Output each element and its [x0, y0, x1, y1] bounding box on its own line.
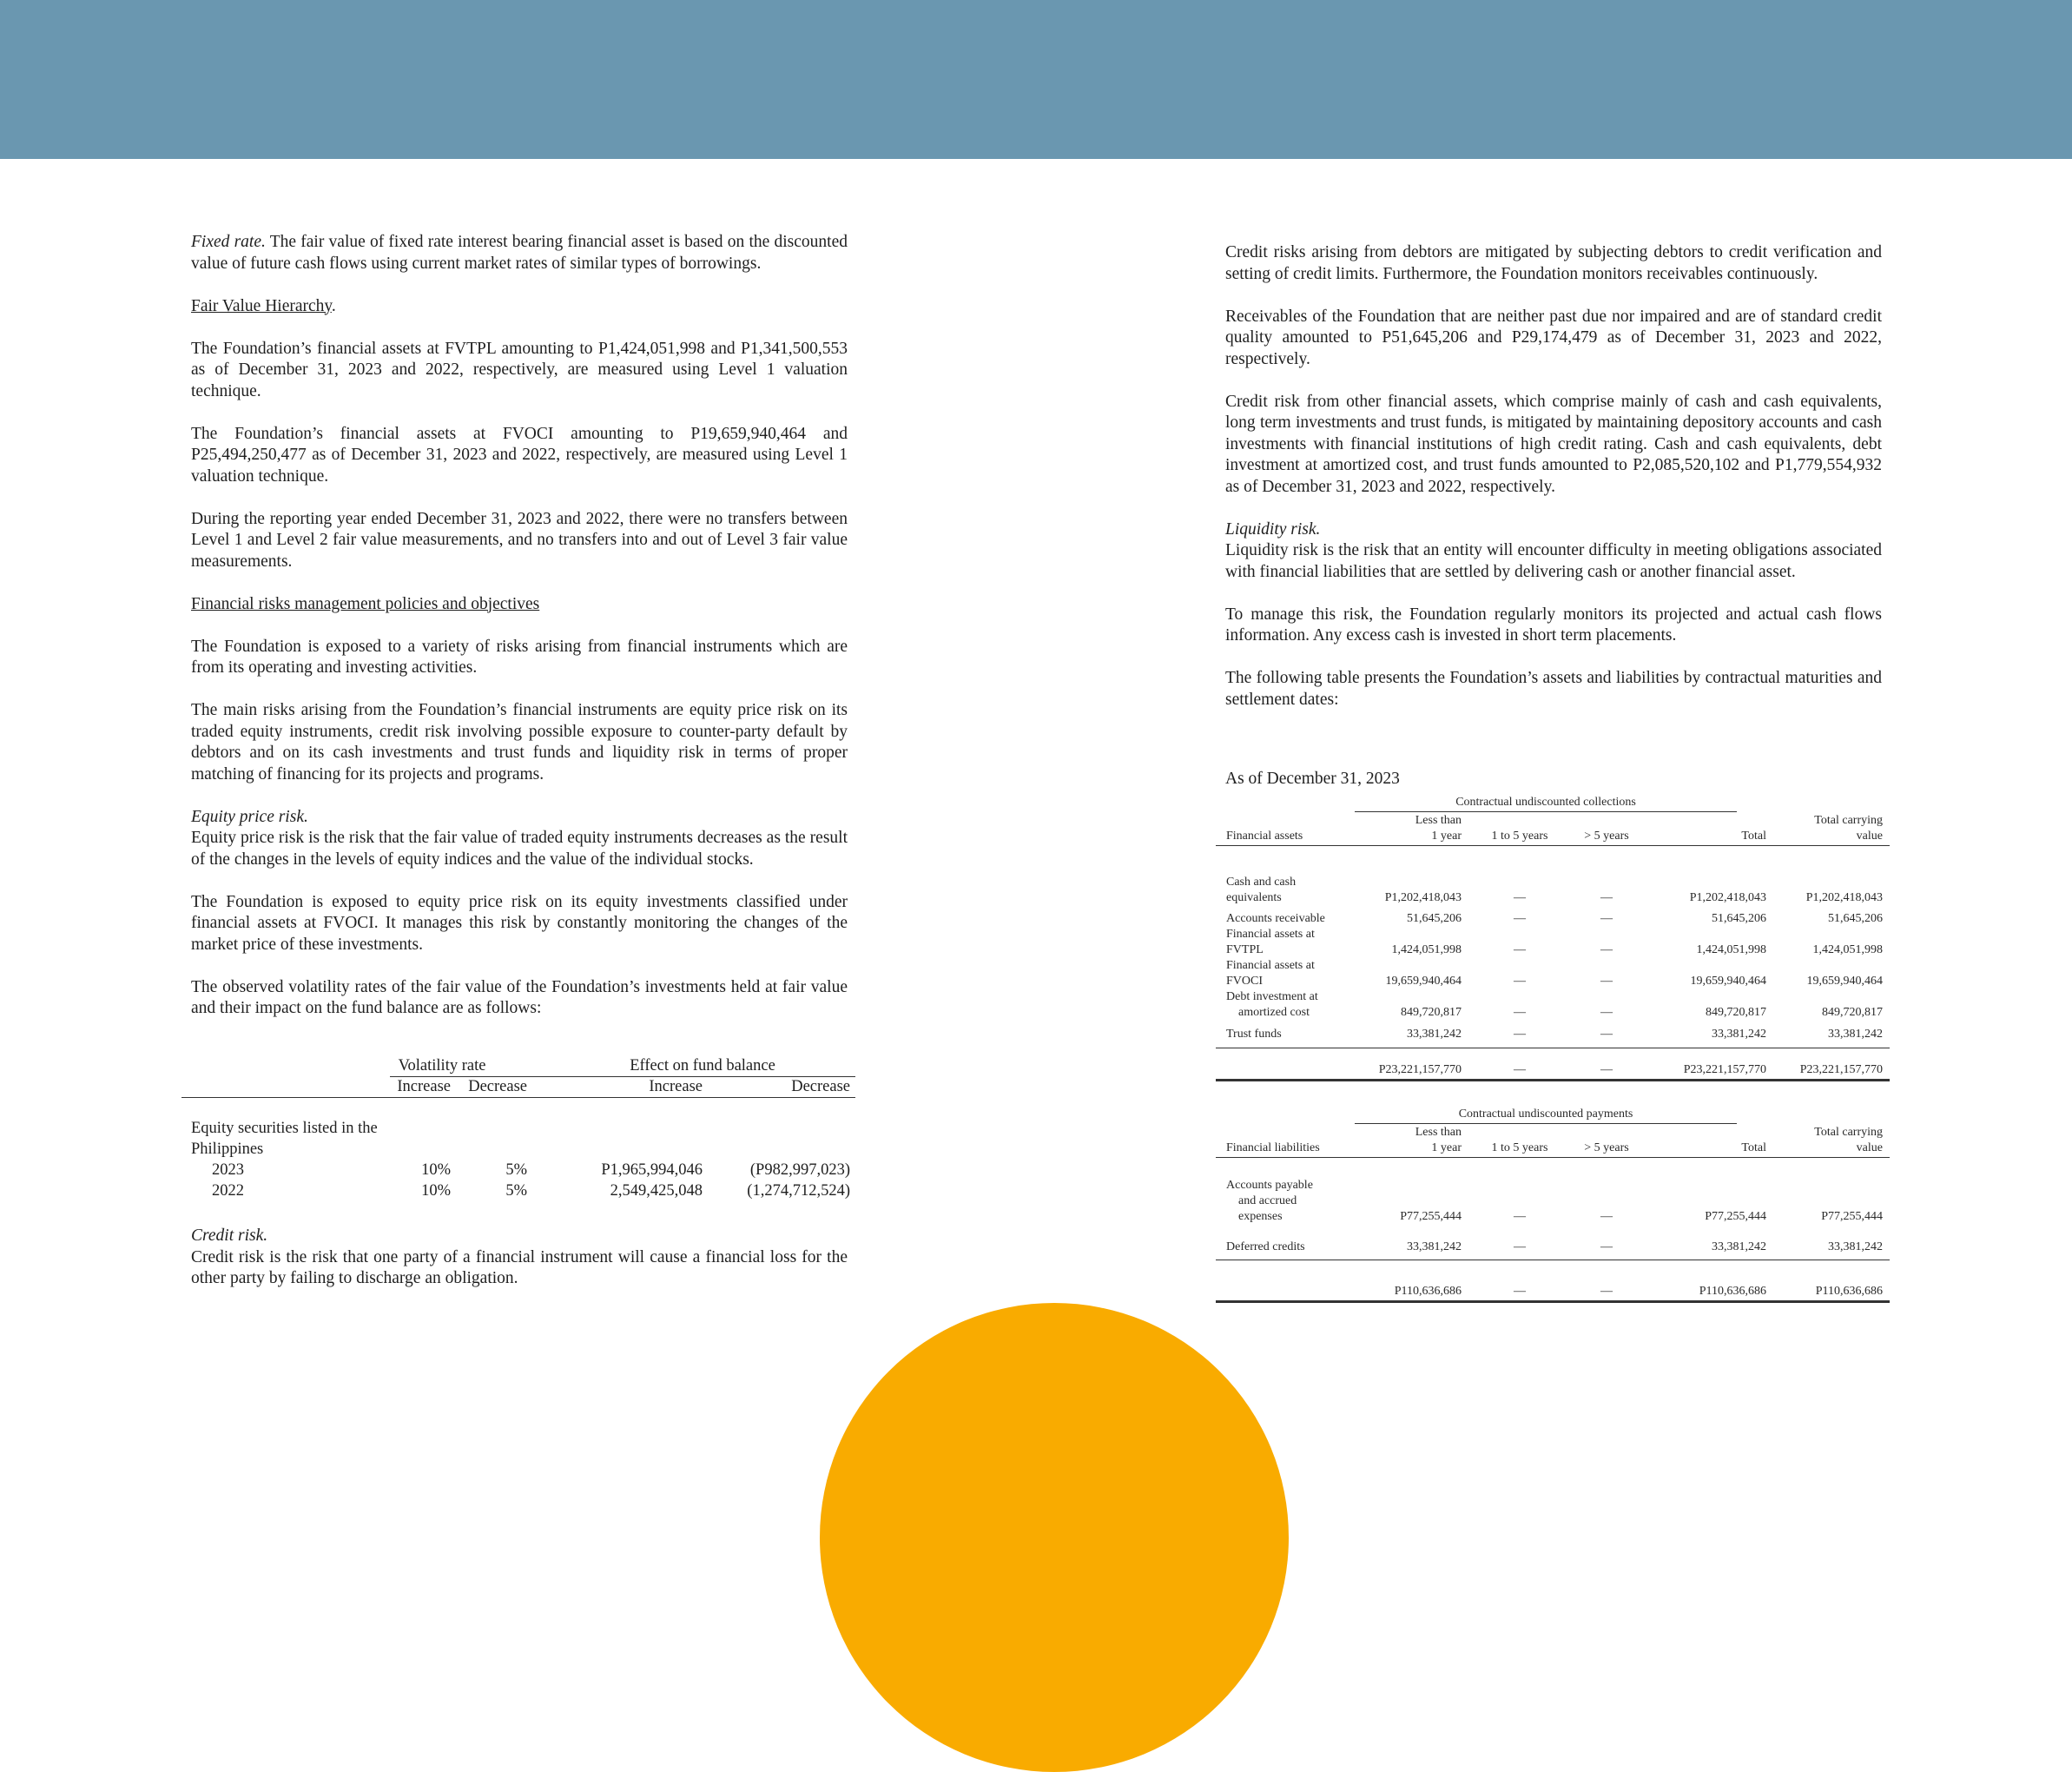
- total-value: P110,636,686: [1394, 1285, 1462, 1298]
- row-label: FVOCI: [1226, 975, 1264, 988]
- fvoci-paragraph: The Foundation’s financial assets at FVOCI amounting to P19,659,940,464 and P25,494,250,477 as of December 31, 2023 and 2022, respectively, are measured using Level 1 valuation technique.: [191, 424, 848, 486]
- total-value: P23,221,157,770: [1378, 1063, 1462, 1076]
- table-cell: 849,720,817: [1706, 1006, 1766, 1019]
- row-label: equivalents: [1226, 891, 1282, 904]
- equity-exposure-paragraph: The Foundation is exposed to equity price risk on its equity investments classified under financial assets at FVOCI. It manages this risk by constantly monitoring the changes of the market price of these investments.: [191, 892, 848, 954]
- row-label: expenses: [1238, 1210, 1283, 1223]
- row-label: Deferred credits: [1226, 1240, 1305, 1253]
- group-header: Contractual undiscounted payments: [1458, 1108, 1633, 1121]
- table-cell: —: [1600, 1006, 1613, 1019]
- table-cell: —: [1600, 912, 1613, 925]
- table-cell: —: [1600, 891, 1613, 904]
- financial-risks-heading: Financial risks management policies and objectives: [191, 594, 540, 613]
- volatility-table: [181, 1055, 855, 1201]
- financial-assets-table: Contractual undiscounted collections Less than Total carrying Financial assets 1 year 1 to 5 years > 5 years Total value Cash and cash equivalents P1,202,418,043 — — P1,202,418,043 P1,202,418,043 Accounts receivable 51,645,206 — — 51,645,206 51,645,206 Financial assets at FVTPL 1,424,051,998 — — 1,424,051,998 1,424,051,998 Financial assets at FVOCI 19,659,940,464 — — 19,659,940,464 19,659,940,464 Debt investment at amortized cost 849,720,817 — — 849,720,817 849,720,817 Trust funds 33,381,242 — — 33,381,242 33,381,242 P23,221,157,770 — — P23,221,157,770 P23,221,157,770: [1216, 795, 1890, 1081]
- table-cell: —: [1514, 912, 1526, 925]
- fixed-rate-text: The fair value of fixed rate interest bearing financial asset is based on the discounted value of future cash flows using current market rates of similar types of borrowings.: [191, 233, 848, 273]
- row-label: FVTPL: [1226, 943, 1264, 956]
- row-label: amortized cost: [1238, 1006, 1310, 1019]
- column-header: Financial liabilities: [1226, 1141, 1320, 1154]
- table-cell: —: [1514, 1006, 1526, 1019]
- table-cell: 19,659,940,464: [1690, 975, 1766, 988]
- right-column: [1225, 242, 1882, 732]
- decorative-semicircle: [820, 1303, 1289, 1772]
- table-cell: 19,659,940,464: [1806, 975, 1883, 988]
- table-cell: 19,659,940,464: [1385, 975, 1462, 988]
- table-cell: 51,645,206: [1828, 912, 1883, 925]
- row-label-line1: Cash and cash: [1226, 876, 1297, 889]
- volatility-intro-paragraph: The observed volatility rates of the fair value of the Foundation’s investments held at fair value and their impact on the fund balance are as follows:: [191, 977, 848, 1017]
- header-band: [0, 0, 2072, 159]
- table-cell: —: [1600, 1028, 1613, 1041]
- table-cell: 33,381,242: [1712, 1028, 1766, 1041]
- financial-liabilities-table: Contractual undiscounted payments Less than Total carrying Financial liabilities 1 year 1 to 5 years > 5 years Total value Accounts payable and accrued expenses P77,255,444 — — P77,255,444 P77,255,444 Deferred credits 33,381,242 — — 33,381,242 33,381,242 P110,636,686 — — P110,636,686 P110,636,686: [1216, 1107, 1890, 1306]
- row-label: and accrued: [1238, 1194, 1297, 1207]
- table-cell: 849,720,817: [1822, 1006, 1883, 1019]
- equity-price-risk-title: Equity price risk.: [191, 807, 308, 826]
- exposure-paragraph: The Foundation is exposed to a variety of risks arising from financial instruments which are from its operating and investing activities.: [191, 637, 848, 677]
- row-label-line1: Financial assets at: [1226, 959, 1315, 972]
- as-of-date: As of December 31, 2023: [1225, 770, 1400, 788]
- fair-value-hierarchy-heading: Fair Value Hierarchy.: [191, 296, 336, 315]
- equity-price-risk-paragraph: Equity price risk. Equity price risk is the risk that the fair value of traded equity instruments decreases as the result of the changes in the levels of equity indices and the value of the individual stocks.: [191, 807, 848, 869]
- row-label: Philippines: [191, 1141, 264, 1158]
- row-label: Equity securities listed in the: [191, 1120, 378, 1137]
- table-cell: 849,720,817: [1401, 1006, 1462, 1019]
- receivables-paragraph: Receivables of the Foundation that are neither past due nor impaired and are of standard credit quality amounted to P51,645,206 and P29,174,479 as of December 31, 2023 and 2022, respectively.: [1225, 307, 1882, 368]
- main-risks-paragraph: The main risks arising from the Foundation’s financial instruments are equity price risk on its traded equity instruments, credit risk involving possible exposure to counter-party default by debtors and on its cash investments and trust funds and liquidity risk in terms of proper matching of financing for its projects and programs.: [191, 701, 848, 784]
- fixed-rate-title: Fixed rate.: [191, 233, 266, 251]
- table-cell: P1,202,418,043: [1689, 891, 1766, 904]
- manage-risk-paragraph: To manage this risk, the Foundation regularly monitors its projected and actual cash flows information. Any excess cash is invested in short term placements.: [1225, 605, 1882, 645]
- table-cell: 33,381,242: [1407, 1028, 1462, 1041]
- table-cell: P1,202,418,043: [1384, 891, 1462, 904]
- row-label-line1: Debt investment at: [1226, 990, 1318, 1003]
- row-label: Accounts payable: [1226, 1179, 1313, 1192]
- table-cell: —: [1514, 975, 1526, 988]
- table-cell: P1,202,418,043: [1805, 891, 1883, 904]
- column-header: Financial assets: [1226, 830, 1303, 843]
- other-credit-risk-paragraph: Credit risk from other financial assets, which comprise mainly of cash and cash equivalents, long term investments and trust funds, is mitigated by maintaining depository accounts and cash investments with financial institutions of high credit rating. Cash and cash equivalents, debt investment at amortized cost, and trust funds amounted to P2,085,520,102 and P1,779,554,932 as of December 31, 2023 and 2022, respectively.: [1225, 392, 1882, 496]
- credit-risk-text: Credit risk is the risk that one party of a financial instrument will cause a financial loss for the other party by failing to discharge an obligation.: [191, 1247, 848, 1287]
- table-cell: 1,424,051,998: [1391, 943, 1462, 956]
- fvtpl-paragraph: The Foundation’s financial assets at FVTPL amounting to P1,424,051,998 and P1,341,500,553 as of December 31, 2023 and 2022, respectively, are measured using Level 1 valuation technique.: [191, 339, 848, 400]
- group-header: Contractual undiscounted collections: [1455, 796, 1636, 809]
- credit-risk-section: [191, 1226, 848, 1311]
- row-label: Trust funds: [1226, 1028, 1282, 1041]
- fixed-rate-paragraph: [191, 232, 848, 274]
- table-intro-paragraph: The following table presents the Foundation’s assets and liabilities by contractual maturities and settlement dates:: [1225, 669, 1882, 709]
- liquidity-risk-title: Liquidity risk.: [1225, 519, 1321, 539]
- liquidity-risk-paragraph: Liquidity risk. Liquidity risk is the risk that an entity will encounter difficulty in meeting obligations associated with financial liabilities that are settled by delivering cash or another financial asset.: [1225, 519, 1882, 581]
- table-cell: —: [1514, 891, 1526, 904]
- table-header-row: Volatility rate Effect on fund balance: [398, 1057, 775, 1074]
- table-row: 2022 10% 5% 2,549,425,048 (1,274,712,524): [212, 1182, 850, 1200]
- credit-risk-title: Credit risk.: [191, 1227, 268, 1245]
- table-cell: —: [1514, 1028, 1526, 1041]
- table-cell: 51,645,206: [1712, 912, 1766, 925]
- table-cell: —: [1514, 943, 1526, 956]
- table-cell: 33,381,242: [1828, 1028, 1883, 1041]
- table-cell: —: [1600, 943, 1613, 956]
- table-cell: —: [1600, 975, 1613, 988]
- left-column: [191, 232, 848, 1041]
- table-row: 2023 10% 5% P1,965,994,046 (P982,997,023): [212, 1161, 850, 1179]
- table-cell: 1,424,051,998: [1812, 943, 1883, 956]
- transfers-paragraph: During the reporting year ended December 31, 2023 and 2022, there were no transfers between Level 1 and Level 2 fair value measurements, and no transfers into and out of Level 3 fair value measurements.: [191, 509, 848, 571]
- debtors-paragraph: Credit risks arising from debtors are mitigated by subjecting debtors to credit verification and setting of credit limits. Furthermore, the Foundation monitors receivables continuously.: [1225, 243, 1882, 283]
- table-cell: 51,645,206: [1407, 912, 1462, 925]
- table-subheader-row: Increase Decrease Increase Decrease: [397, 1078, 850, 1095]
- row-label: Accounts receivable: [1226, 912, 1325, 925]
- table-cell: 1,424,051,998: [1696, 943, 1766, 956]
- row-label-line1: Financial assets at: [1226, 928, 1315, 941]
